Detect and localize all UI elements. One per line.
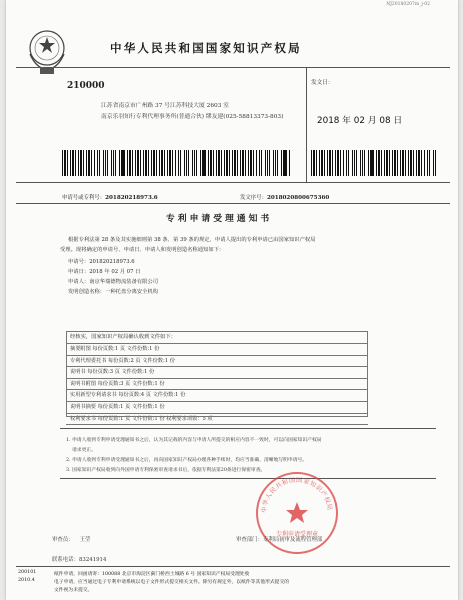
field-invention-title: 发明创造名称：一种托盘分离安全机构 bbox=[68, 289, 159, 295]
examiner-name: 王莹 bbox=[79, 537, 91, 543]
department-name: 专利局初审及流程管理部 bbox=[262, 537, 323, 543]
document-title: 专利申请受理通知书 bbox=[166, 214, 273, 224]
files-table-row: 摘要附图 每份页数:1 页 文件份数:1 份 bbox=[66, 343, 368, 355]
application-number-field bbox=[62, 193, 158, 201]
intro-line-2: 受理。现将确定的申请号、申请日、申请人和发明创造名称通知如下： bbox=[60, 247, 225, 253]
send-date-label: 发文日： bbox=[311, 80, 334, 86]
note-1-continued: 请求更正。 bbox=[72, 448, 96, 453]
application-number: 201820218973.6 bbox=[105, 195, 158, 201]
address-barcode bbox=[62, 150, 292, 176]
field-filing-date: 申请日：2018 年 02 月 07 日 bbox=[68, 269, 141, 275]
files-table-row: 说明书摘要 每份页数:1 页 文件份数:1 份 bbox=[66, 401, 368, 413]
postcode: 210000 bbox=[67, 81, 105, 91]
document-id: NJ20180207m_j-02 bbox=[386, 2, 430, 7]
document-serial-label: 发文序号： bbox=[240, 195, 267, 201]
document-serial-field bbox=[240, 193, 329, 201]
files-table-row: 实用新型专利请求书 每份页数:4 页 文件份数:1 份 bbox=[66, 389, 368, 401]
footer-divider bbox=[16, 566, 450, 567]
files-table-row: 权利要求书 每份页数:1 页 文件份数:1 份 权利要求项数：5 项 bbox=[66, 413, 368, 426]
department-label: 审查部门： bbox=[236, 537, 263, 543]
files-table-row: 说明书附图 每份页数:3 页 文件份数:1 份 bbox=[66, 378, 368, 390]
application-number-label: 申请号或专利号： bbox=[62, 195, 106, 201]
footer-line-3: 文件视为未提交。 bbox=[54, 588, 93, 593]
form-code: 200101 bbox=[18, 570, 37, 575]
phone-label: 联系电话： bbox=[52, 557, 79, 563]
files-table-header: 经核实，国家知识产权局确认收到文件如下： bbox=[70, 334, 176, 340]
address-box-bottom bbox=[16, 182, 450, 183]
field-application-number: 申请号：201820218973.6 bbox=[68, 259, 135, 265]
reference-divider bbox=[16, 203, 450, 204]
header-divider bbox=[16, 67, 450, 68]
date-box-divider bbox=[306, 67, 307, 182]
intro-line-1: 根据专利法第 28 条及其实施细则第 38 条、第 39 条的规定，申请人提出的专利申请已由国家知识产权局 bbox=[68, 237, 316, 243]
official-seal-icon bbox=[254, 470, 340, 556]
address-line-2: 南京乐羽知行专利代理事务所(普通合伙) 缪友建(025-58813373-803) bbox=[101, 114, 284, 120]
notes-bottom-divider bbox=[60, 478, 436, 479]
received-files-table bbox=[66, 331, 368, 425]
send-date: 2018 年 02 月 08 日 bbox=[317, 116, 403, 126]
field-applicant: 申请人：南京华瑞德物流装备有限公司 bbox=[68, 279, 159, 285]
note-2: 2. 申请人收到专利申请受理通知书之后，再向国家知识产权局办理各种手续时，均应当准确、清晰地写明申请号。 bbox=[66, 458, 308, 463]
footer-line-2: 电子申请，应当通过电子专利申请系统以电子文件形式提交相关文件。除另有规定外，以纸件等其他形式提交的 bbox=[54, 580, 290, 585]
phone-field bbox=[52, 555, 106, 563]
files-table-row: 说明书 每份页数:3 页 文件份数:1 份 bbox=[66, 366, 368, 378]
footer-line-1: 纸件申请，回函请寄：100088 北京市海淀区蓟门桥西土城路 6 号 国家知识产权局受理处收 bbox=[54, 572, 250, 577]
agency-name: 中华人民共和国国家知识产权局 bbox=[110, 41, 302, 55]
serial-barcode bbox=[311, 150, 439, 176]
notice-page bbox=[6, 0, 458, 600]
seal-outer-text: 中华人民共和国国家知识产权局 bbox=[260, 476, 334, 514]
note-3: 3. 国家知识产权局收到向外国申请专利保密审查请求书后，依据专利法第20条进行保密审查。 bbox=[66, 468, 266, 473]
seal-inner-text: 专利申请受理章 bbox=[275, 531, 319, 538]
department-field bbox=[236, 535, 322, 543]
examiner-label: 审查员： bbox=[52, 537, 74, 543]
note-1: 1. 申请人收到专利申请受理通知书之后，认为其记载的内容与申请人所提交的相应内容不一致时，可以向国家知识产权局 bbox=[66, 438, 322, 443]
files-table-row: 专利代理委托书 每份页数:2 页 文件份数:1 份 bbox=[66, 355, 368, 367]
form-version: 2010.4 bbox=[18, 578, 35, 583]
address-line-1: 江苏省南京市广州路 37 号江苏科技大厦 2603 室 bbox=[101, 103, 230, 109]
phone-number: 83241914 bbox=[78, 557, 107, 563]
notes-top-divider bbox=[60, 428, 436, 429]
examiner-field bbox=[52, 535, 90, 543]
document-serial: 2018020800675360 bbox=[266, 195, 330, 201]
national-emblem-icon bbox=[22, 24, 72, 76]
